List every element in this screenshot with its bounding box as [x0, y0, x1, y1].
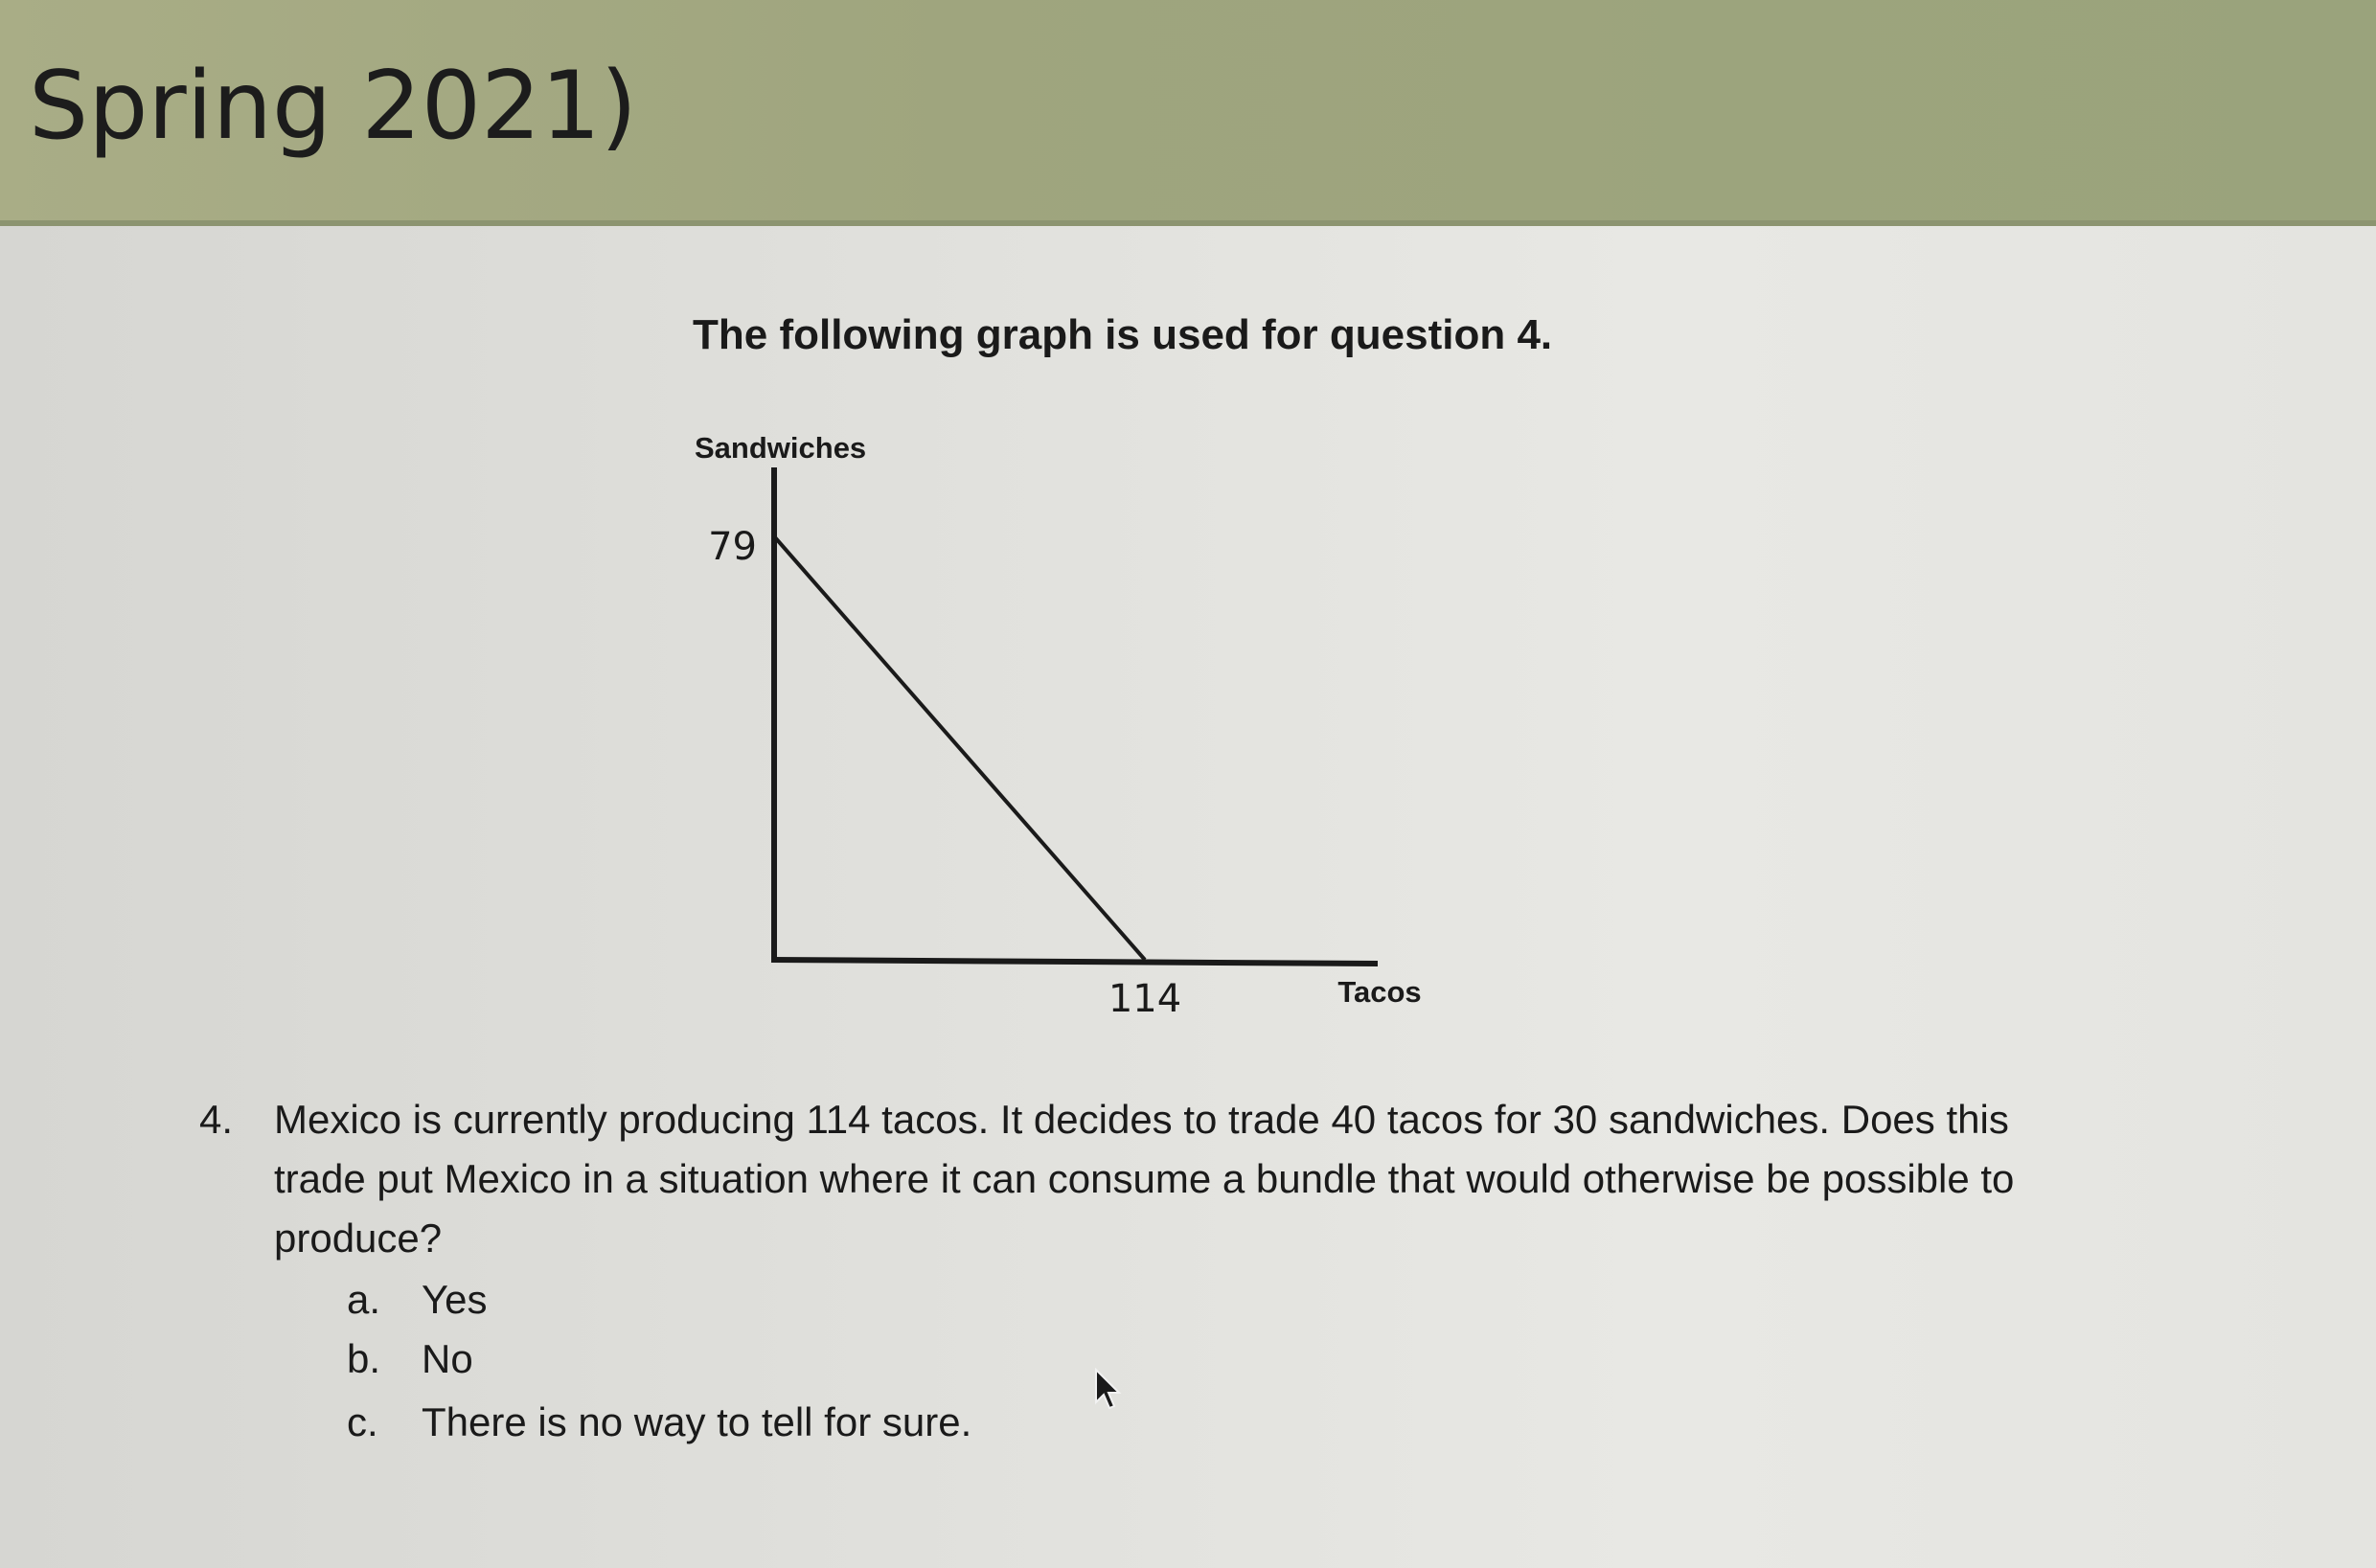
choice-text: There is no way to tell for sure. — [422, 1399, 972, 1444]
x-axis-label: Tacos — [1337, 975, 1422, 1009]
slide-title: Spring 2021) — [29, 52, 638, 161]
slide-header — [0, 0, 2376, 226]
ppf-line — [774, 536, 1145, 960]
y-axis-label: Sandwiches — [695, 431, 867, 465]
graph-caption: The following graph is used for question 4. — [693, 311, 1553, 358]
mouse-pointer-icon — [1094, 1368, 1123, 1412]
x-axis — [771, 960, 1378, 964]
question-text: Mexico is currently producing 114 tacos. It decides to trade 40 tacos for 30 sandwiches. Does this trade put Mexico in a situation where it can consume a bundle that would otherwise be possible to produce? — [274, 1097, 2015, 1261]
choice-text: No — [422, 1336, 473, 1381]
choice-letter: c. — [347, 1399, 378, 1444]
y-tick-label: 79 — [708, 525, 757, 569]
choice-letter: a. — [347, 1277, 381, 1322]
choice-letter: b. — [347, 1336, 381, 1381]
choice-text: Yes — [422, 1277, 488, 1322]
question-number: 4. — [199, 1097, 234, 1142]
x-tick-label: 114 — [1108, 977, 1182, 1021]
ppf-chart — [671, 421, 1456, 1034]
